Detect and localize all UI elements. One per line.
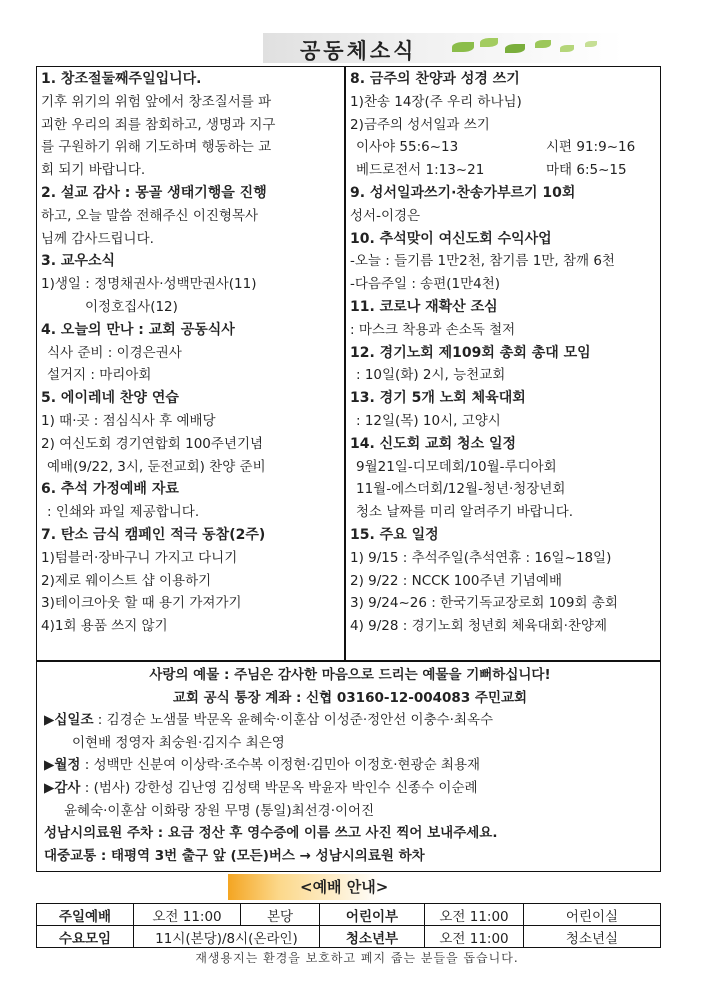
scripture-ref: 마태 6:5~15: [546, 162, 627, 179]
monthly-line: [44, 754, 656, 777]
list-item: 이정호집사(12): [85, 298, 178, 315]
list-item: 를 구원하기 위해 기도하며 행동하는 교: [41, 139, 272, 156]
list-item: 9월21일-디모데회/10월-루디아회: [356, 458, 557, 475]
scripture-ref: 시편 91:9~16: [546, 139, 636, 156]
table-row: [37, 904, 661, 926]
offering-notice: 사랑의 예물 : 주님은 감사한 마음으로 드리는 예물을 기뻐하십니다!: [149, 667, 551, 683]
section-heading: 10. 추석맞이 여신도회 수익사업: [350, 230, 552, 247]
list-item: 기후 위기의 위험 앞에서 창조질서를 파: [41, 93, 272, 110]
list-item: [350, 136, 656, 159]
list-item: 하고, 오늘 말씀 전해주신 이진형목사: [41, 207, 259, 224]
list-item: [350, 159, 656, 182]
list-item: 2) 여신도회 경기연합회 100주년기념: [41, 435, 264, 452]
list-item: 성서-이경은: [350, 207, 421, 224]
offering-info: [44, 664, 656, 867]
table-cell: 청소년부: [320, 926, 425, 948]
list-item: 1) 9/15 : 추석주일(추석연휴 : 16일~18일): [350, 549, 612, 566]
section-heading: 13. 경기 5개 노회 체육대회: [350, 390, 526, 407]
table-cell: 어린이부: [320, 904, 425, 926]
worship-schedule-table: [36, 903, 661, 948]
list-item: : 12일(목) 10시, 고양시: [356, 412, 501, 429]
list-item: -다음주일 : 송편(1만4천): [350, 276, 501, 293]
leaf-decoration-icon: [505, 44, 525, 53]
thanks-line: [44, 777, 656, 800]
table-cell: 수요모임: [37, 926, 134, 948]
table-cell: 어린이실: [524, 904, 661, 926]
list-item: 3)테이크아웃 할 때 용기 가져가기: [41, 595, 242, 612]
worship-guide-title: <예배 안내>: [300, 878, 389, 896]
thanks-names-cont: 윤혜숙·이훈삼 이화랑 장원 무명 (통일)최선경·이어진: [64, 802, 375, 819]
table-cell: 오전 11:00: [425, 904, 524, 926]
list-item: 2)제로 웨이스트 샵 이용하기: [41, 572, 212, 589]
section-heading: 8. 금주의 찬양과 성경 쓰기: [350, 71, 520, 87]
section-heading: 12. 경기노회 제109회 총회 총대 모임: [350, 344, 591, 361]
tithe-names-cont: 이현배 정영자 최숭원·김지수 최은영: [72, 734, 285, 751]
section-heading: 14. 신도회 교회 청소 일정: [350, 435, 517, 452]
section-heading: 7. 탄소 금식 캠페인 적극 동참(2주): [41, 526, 266, 543]
list-item: 청소 날짜를 미리 알려주기 바랍니다.: [356, 504, 574, 521]
list-item: 님께 감사드립니다.: [41, 230, 154, 247]
list-item: : 10일(화) 2시, 능천교회: [356, 367, 506, 384]
list-item: -오늘 : 들기름 1만2천, 참기름 1만, 참깨 6천: [350, 253, 615, 270]
tithe-line: [44, 709, 656, 732]
list-item: 설거지 : 마리아회: [47, 367, 152, 384]
list-item: 4) 9/28 : 경기노회 청년회 체육대회·찬양제: [350, 618, 608, 635]
leaf-decoration-icon: [535, 40, 551, 48]
list-item: 11월-에스더회/12월-청년·청장년회: [356, 481, 566, 498]
section-heading: 1. 창조절둘째주일입니다.: [41, 71, 202, 87]
right-column: [350, 68, 656, 638]
tithe-label: ▶십일조: [44, 712, 94, 729]
list-item: 회 되기 바랍니다.: [41, 162, 146, 179]
page-title: 공동체소식: [300, 39, 417, 63]
list-item: : 마스크 착용과 손소독 철저: [350, 321, 516, 338]
tithe-names: : 김경순 노샘물 박문옥 윤혜숙·이훈삼 이성준·정안선 이충수·최옥수: [93, 712, 494, 729]
section-heading: 9. 성서일과쓰기·찬송가부르기 10회: [350, 184, 576, 201]
section-heading: 6. 추석 가정예배 자료: [41, 481, 179, 498]
thanks-label: ▶감사: [44, 779, 81, 796]
list-item: 2) 9/22 : NCCK 100주년 기념예배: [350, 572, 562, 589]
list-item: 1) 때·곳 : 점심식사 후 예배당: [41, 412, 216, 429]
table-cell: 11시(본당)/8시(온라인): [134, 926, 320, 948]
section-heading: 15. 주요 일정: [350, 526, 439, 543]
list-item: 4)1회 용품 쓰지 않기: [41, 618, 168, 635]
table-row: [37, 926, 661, 948]
list-item: 3) 9/24~26 : 한국기독교장로회 109회 총회: [350, 595, 618, 612]
monthly-names: : 성백만 신분여 이상락·조수복 이정현·김민아 이정호·현광순 최용재: [80, 757, 481, 774]
section-heading: 11. 코로나 재확산 조심: [350, 298, 498, 315]
scripture-ref: 베드로전서 1:13~21: [356, 162, 485, 179]
recycled-paper-note: 재생용지는 환경을 보호하고 폐지 줍는 분들을 돕습니다.: [195, 951, 519, 965]
leaf-decoration-icon: [560, 45, 574, 52]
section-heading: 2. 설교 감사 : 몽골 생태기행을 진행: [41, 184, 267, 201]
list-item: : 인쇄와 파일 제공합니다.: [47, 504, 200, 521]
table-cell: 본당: [241, 904, 320, 926]
bank-account: 교회 공식 통장 계좌 : 신협 03160-12-004083 주민교회: [172, 689, 528, 706]
list-item: 1)텀블러·장바구니 가지고 다니기: [41, 549, 238, 566]
thanks-names: : (범사) 강한성 김난영 김성택 박문옥 박윤자 박인수 신종수 이순례: [80, 779, 478, 796]
left-column: [41, 68, 341, 638]
scripture-ref: 이사야 55:6~13: [356, 139, 459, 156]
parking-notice: 성남시의료원 주차 : 요금 정산 후 영수증에 이름 쓰고 사진 찍어 보내주세요.: [44, 825, 498, 842]
list-item: 1)생일 : 정명채권사·성백만권사(11): [41, 276, 257, 293]
section-heading: 5. 에이레네 찬양 연습: [41, 390, 179, 407]
section-heading: 3. 교우소식: [41, 253, 116, 270]
list-item: 2)금주의 성서일과 쓰기: [350, 116, 490, 133]
list-item: 예배(9/22, 3시, 둔전교회) 찬양 준비: [47, 458, 266, 475]
table-cell: 주일예배: [37, 904, 134, 926]
leaf-decoration-icon: [480, 38, 498, 47]
table-cell: 오전 11:00: [134, 904, 241, 926]
column-divider: [344, 66, 346, 661]
table-cell: 오전 11:00: [425, 926, 524, 948]
monthly-label: ▶월정: [44, 757, 81, 774]
section-heading: 4. 오늘의 만나 : 교회 공동식사: [41, 321, 235, 338]
list-item: 괴한 우리의 죄를 참회하고, 생명과 지구: [41, 116, 276, 133]
leaf-decoration-icon: [452, 42, 474, 52]
list-item: 1)찬송 14장(주 우리 하나님): [350, 93, 522, 110]
list-item: 식사 준비 : 이경은권사: [47, 344, 182, 361]
leaf-decoration-icon: [585, 41, 597, 47]
transit-notice: 대중교통 : 태평역 3번 출구 앞 (모든)버스 → 성남시의료원 하차: [44, 847, 425, 864]
table-cell: 청소년실: [524, 926, 661, 948]
